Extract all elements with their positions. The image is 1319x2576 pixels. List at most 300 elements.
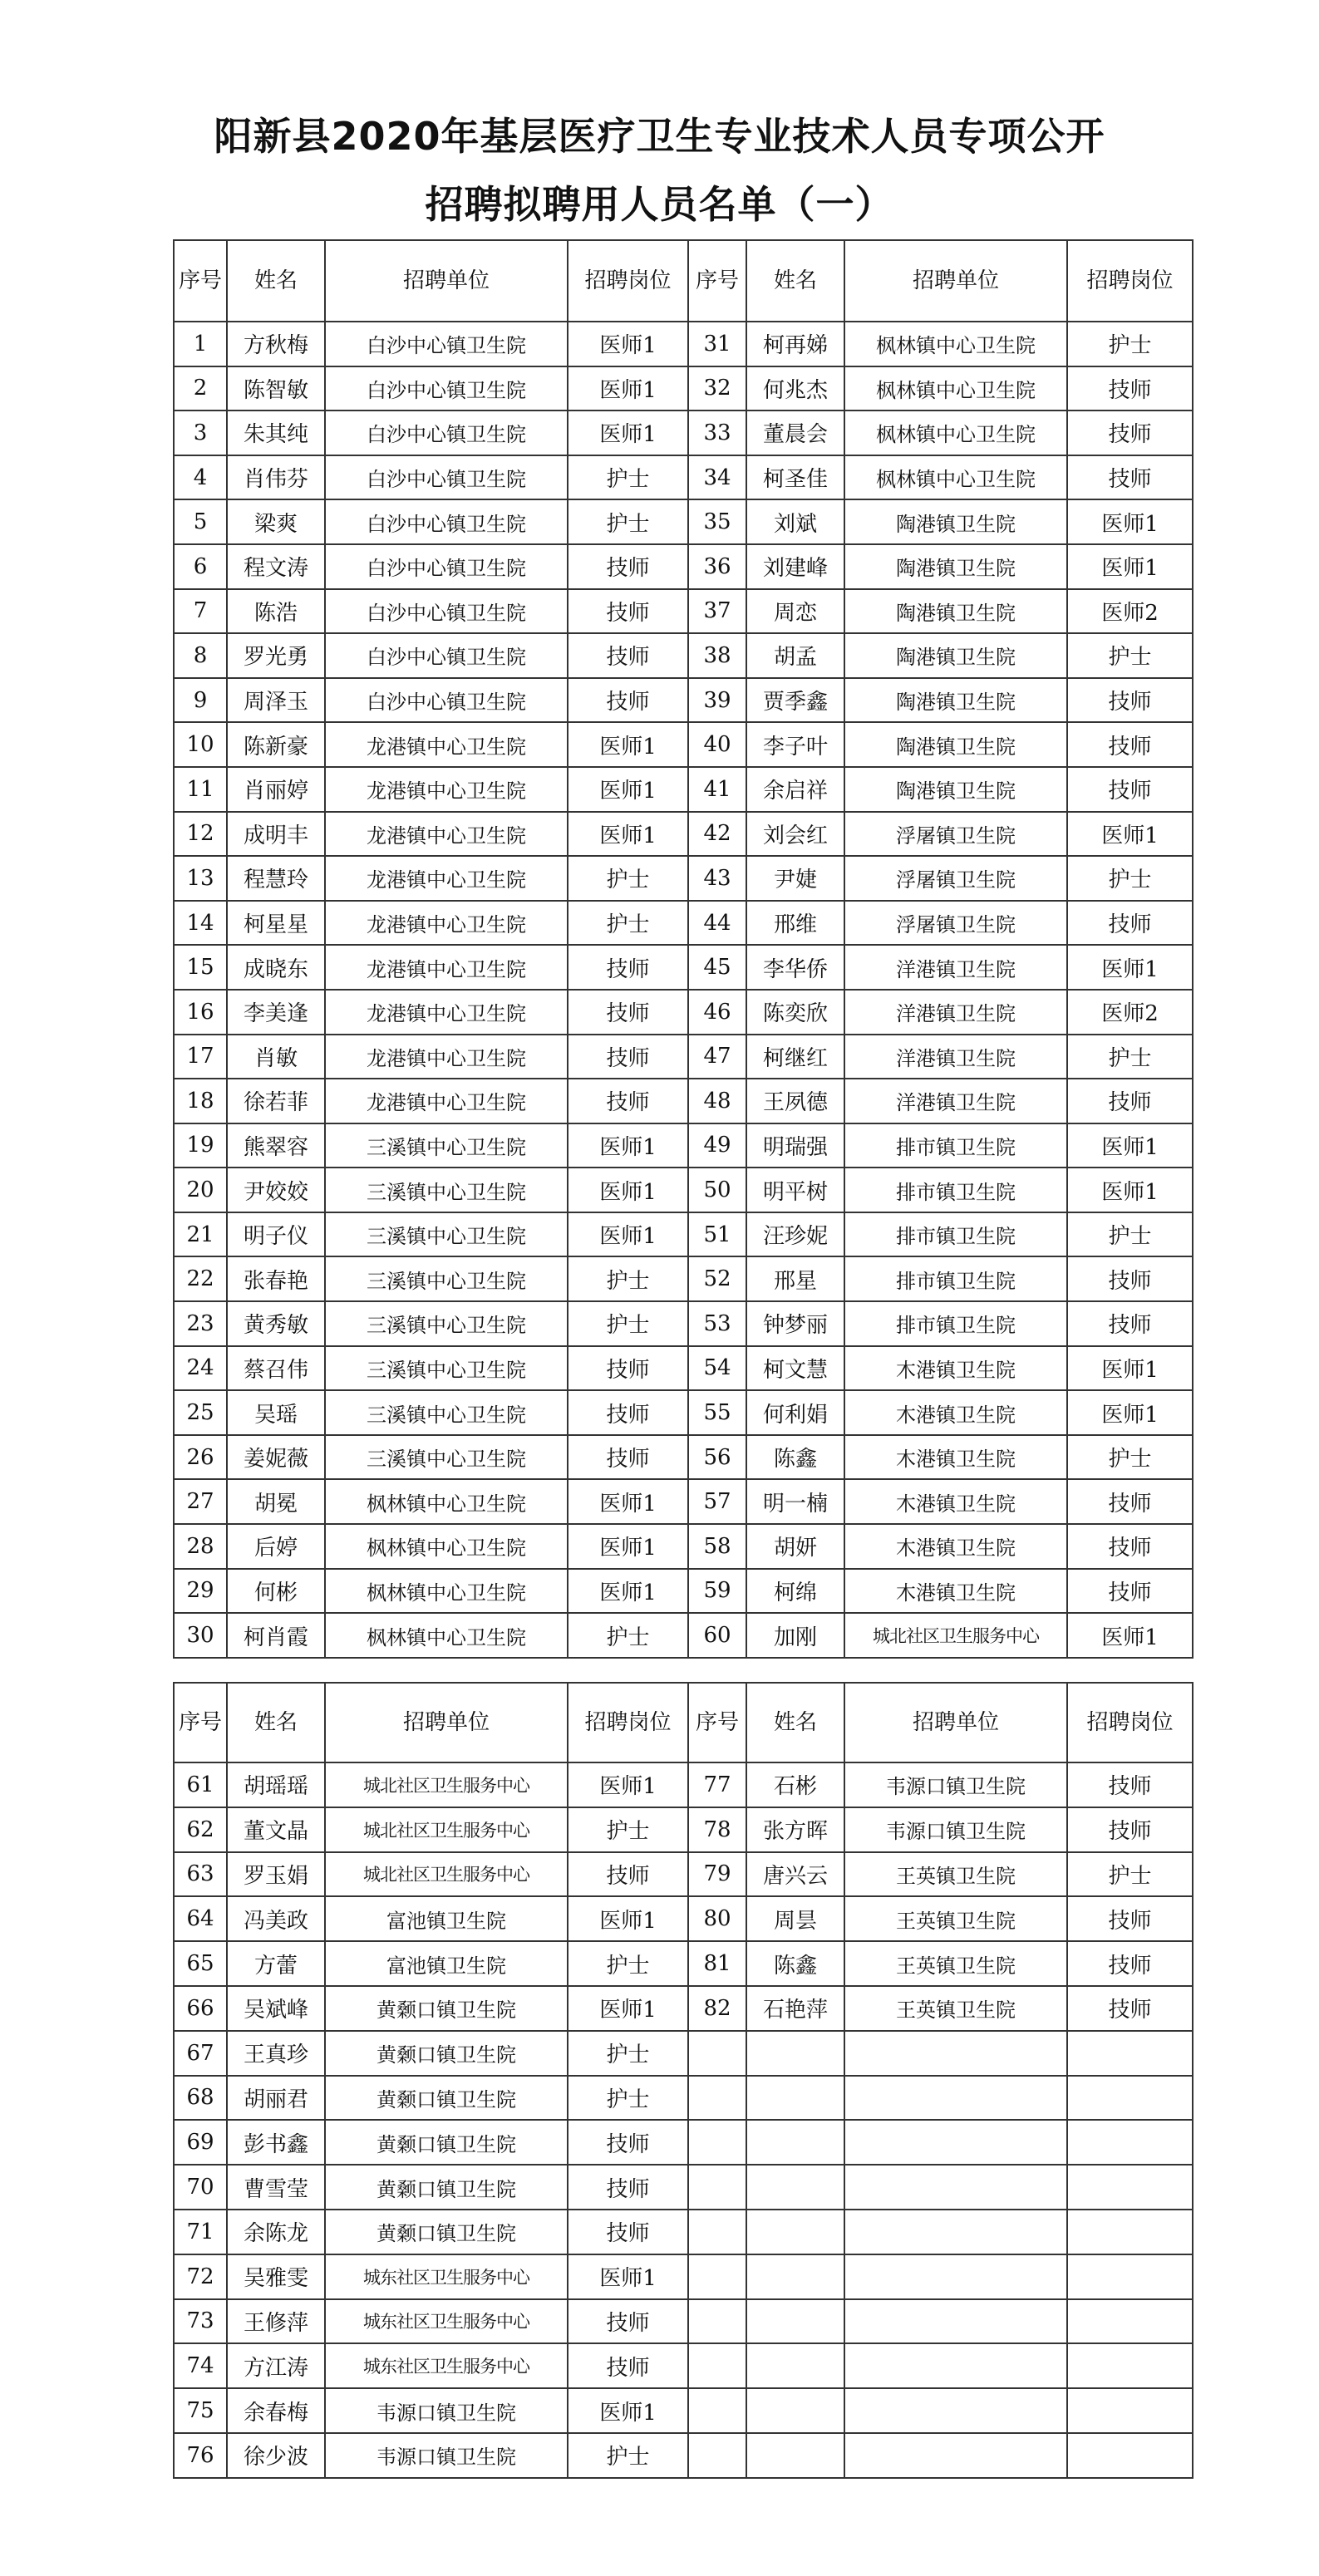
cell-post: [1067, 2388, 1193, 2433]
cell-unit: 城北社区卫生服务中心: [844, 1613, 1067, 1658]
cell-post: 技师: [1067, 678, 1193, 723]
cell-seq: 39: [688, 678, 746, 723]
cell-post: 医师1: [1067, 499, 1193, 544]
cell-name: 周昙: [746, 1896, 844, 1941]
cell-seq: 15: [174, 945, 227, 990]
table-row: [174, 1762, 1193, 1807]
cell-post: 医师1: [568, 1569, 688, 1614]
cell-name: 冯美政: [227, 1896, 325, 1941]
table-row: [174, 1301, 1193, 1346]
cell-unit: 韦源口镇卫生院: [844, 1762, 1067, 1807]
cell-name: 陈智敏: [227, 366, 325, 411]
cell-seq: 81: [688, 1941, 746, 1986]
cell-unit: 三溪镇中心卫生院: [325, 1256, 568, 1301]
cell-seq: 82: [688, 1986, 746, 2031]
cell-seq: [688, 2031, 746, 2076]
cell-unit: 龙港镇中心卫生院: [325, 812, 568, 857]
cell-post: 技师: [1067, 1986, 1193, 2031]
cell-seq: 18: [174, 1079, 227, 1123]
cell-post: 医师1: [568, 1123, 688, 1168]
table-row: [174, 1256, 1193, 1301]
cell-seq: 22: [174, 1256, 227, 1301]
cell-unit: 白沙中心镇卫生院: [325, 366, 568, 411]
cell-seq: 11: [174, 767, 227, 812]
cell-seq: 66: [174, 1986, 227, 2031]
cell-unit: 排市镇卫生院: [844, 1256, 1067, 1301]
cell-unit: 龙港镇中心卫生院: [325, 1035, 568, 1079]
cell-post: 护士: [568, 1301, 688, 1346]
cell-seq: 70: [174, 2165, 227, 2210]
table-header-row: [174, 1683, 1193, 1762]
cell-name: 梁爽: [227, 499, 325, 544]
cell-unit: 浮屠镇卫生院: [844, 901, 1067, 946]
cell-post: 护士: [568, 455, 688, 500]
table-row: [174, 945, 1193, 990]
cell-post: 医师2: [1067, 990, 1193, 1035]
cell-name: 柯继红: [746, 1035, 844, 1079]
cell-name: 汪珍妮: [746, 1212, 844, 1257]
cell-post: 医师1: [1067, 945, 1193, 990]
table-row: [174, 2076, 1193, 2121]
cell-unit: 黄颡口镇卫生院: [325, 2120, 568, 2165]
cell-seq: 59: [688, 1569, 746, 1614]
cell-unit: 枫林镇中心卫生院: [844, 410, 1067, 455]
cell-unit: [844, 2433, 1067, 2478]
cell-unit: 枫林镇中心卫生院: [844, 366, 1067, 411]
cell-unit: 白沙中心镇卫生院: [325, 589, 568, 634]
cell-name: 钟梦丽: [746, 1301, 844, 1346]
header-name: 姓名: [227, 1683, 325, 1762]
table-row: [174, 410, 1193, 455]
table-row: [174, 1435, 1193, 1480]
cell-name: 柯肖霞: [227, 1613, 325, 1658]
cell-unit: 三溪镇中心卫生院: [325, 1435, 568, 1480]
cell-seq: 12: [174, 812, 227, 857]
cell-seq: 62: [174, 1807, 227, 1852]
cell-name: 陈浩: [227, 589, 325, 634]
cell-name: 罗光勇: [227, 633, 325, 678]
cell-name: 成晓东: [227, 945, 325, 990]
cell-unit: 龙港镇中心卫生院: [325, 856, 568, 901]
cell-name: 唐兴云: [746, 1852, 844, 1897]
cell-unit: 白沙中心镇卫生院: [325, 499, 568, 544]
cell-seq: 47: [688, 1035, 746, 1079]
cell-unit: 三溪镇中心卫生院: [325, 1123, 568, 1168]
cell-post: 医师1: [568, 2388, 688, 2433]
cell-name: 方蕾: [227, 1941, 325, 1986]
cell-post: 技师: [1067, 1896, 1193, 1941]
cell-name: [746, 2165, 844, 2210]
cell-seq: 26: [174, 1435, 227, 1480]
table-header-row: [174, 240, 1193, 322]
table-row: [174, 1986, 1193, 2031]
cell-name: 柯绵: [746, 1569, 844, 1614]
cell-name: [746, 2120, 844, 2165]
cell-unit: [844, 2165, 1067, 2210]
header-seq: 序号: [174, 1683, 227, 1762]
cell-name: 周恋: [746, 589, 844, 634]
cell-seq: 5: [174, 499, 227, 544]
table-row: [174, 2343, 1193, 2388]
cell-post: 技师: [1067, 1524, 1193, 1569]
table-row: [174, 1079, 1193, 1123]
cell-name: [746, 2343, 844, 2388]
cell-name: 罗玉娟: [227, 1852, 325, 1897]
cell-post: 技师: [1067, 455, 1193, 500]
cell-seq: 19: [174, 1123, 227, 1168]
cell-post: [1067, 2299, 1193, 2344]
cell-name: 胡瑶瑶: [227, 1762, 325, 1807]
cell-seq: [688, 2388, 746, 2433]
cell-unit: 城北社区卫生服务中心: [325, 1762, 568, 1807]
cell-seq: 41: [688, 767, 746, 812]
cell-name: 余启祥: [746, 767, 844, 812]
cell-unit: 三溪镇中心卫生院: [325, 1390, 568, 1435]
cell-post: 护士: [1067, 1035, 1193, 1079]
cell-post: 医师2: [1067, 589, 1193, 634]
cell-post: 医师1: [1067, 1168, 1193, 1212]
cell-name: 何兆杰: [746, 366, 844, 411]
cell-seq: 54: [688, 1346, 746, 1391]
cell-name: 徐少波: [227, 2433, 325, 2478]
cell-name: 柯文慧: [746, 1346, 844, 1391]
cell-unit: 枫林镇中心卫生院: [325, 1613, 568, 1658]
cell-name: 王真珍: [227, 2031, 325, 2076]
cell-seq: 28: [174, 1524, 227, 1569]
table-row: [174, 2299, 1193, 2344]
table-row: [174, 856, 1193, 901]
cell-post: 技师: [568, 2165, 688, 2210]
table-body: [174, 322, 1193, 1658]
cell-name: 董晨会: [746, 410, 844, 455]
cell-name: 肖伟芬: [227, 455, 325, 500]
table-row: [174, 544, 1193, 589]
cell-name: 曹雪莹: [227, 2165, 325, 2210]
cell-post: 医师1: [568, 1524, 688, 1569]
cell-seq: 64: [174, 1896, 227, 1941]
cell-name: 肖丽婷: [227, 767, 325, 812]
cell-seq: [688, 2076, 746, 2121]
cell-post: 医师1: [568, 1762, 688, 1807]
cell-post: 技师: [568, 589, 688, 634]
cell-post: 护士: [568, 1941, 688, 1986]
cell-unit: 王英镇卫生院: [844, 1896, 1067, 1941]
cell-post: 技师: [1067, 1807, 1193, 1852]
cell-post: 医师1: [1067, 1613, 1193, 1658]
cell-post: 技师: [568, 1435, 688, 1480]
cell-unit: 黄颡口镇卫生院: [325, 2076, 568, 2121]
cell-post: 医师1: [1067, 544, 1193, 589]
cell-post: 医师1: [568, 722, 688, 767]
cell-seq: [688, 2343, 746, 2388]
table-row: [174, 1168, 1193, 1212]
cell-seq: [688, 2433, 746, 2478]
cell-unit: 白沙中心镇卫生院: [325, 633, 568, 678]
cell-seq: 13: [174, 856, 227, 901]
cell-name: 吴瑶: [227, 1390, 325, 1435]
cell-post: 技师: [1067, 1941, 1193, 1986]
table-row: [174, 589, 1193, 634]
table-body: [174, 1762, 1193, 2478]
table-row: [174, 1390, 1193, 1435]
cell-name: 吴斌峰: [227, 1986, 325, 2031]
cell-seq: 80: [688, 1896, 746, 1941]
table-row: [174, 1807, 1193, 1852]
cell-seq: 52: [688, 1256, 746, 1301]
cell-name: 王修萍: [227, 2299, 325, 2344]
cell-unit: 陶港镇卫生院: [844, 499, 1067, 544]
table-row: [174, 767, 1193, 812]
cell-post: 护士: [568, 499, 688, 544]
cell-seq: 20: [174, 1168, 227, 1212]
cell-post: 技师: [568, 1852, 688, 1897]
cell-post: 医师1: [568, 322, 688, 366]
cell-unit: 枫林镇中心卫生院: [844, 455, 1067, 500]
cell-post: 技师: [1067, 366, 1193, 411]
cell-unit: 王英镇卫生院: [844, 1941, 1067, 1986]
cell-seq: 33: [688, 410, 746, 455]
cell-name: [746, 2299, 844, 2344]
cell-unit: [844, 2076, 1067, 2121]
cell-name: 陈鑫: [746, 1941, 844, 1986]
cell-seq: 48: [688, 1079, 746, 1123]
cell-name: 明平树: [746, 1168, 844, 1212]
cell-post: 护士: [568, 1613, 688, 1658]
cell-post: [1067, 2433, 1193, 2478]
cell-post: 技师: [568, 945, 688, 990]
cell-unit: [844, 2031, 1067, 2076]
cell-seq: [688, 2299, 746, 2344]
cell-seq: 32: [688, 366, 746, 411]
cell-name: 方江涛: [227, 2343, 325, 2388]
cell-seq: 23: [174, 1301, 227, 1346]
cell-post: 技师: [568, 1346, 688, 1391]
cell-seq: 65: [174, 1941, 227, 1986]
cell-seq: 36: [688, 544, 746, 589]
cell-post: 技师: [568, 678, 688, 723]
cell-post: 技师: [568, 2210, 688, 2254]
cell-name: 陈鑫: [746, 1435, 844, 1480]
header-name: 姓名: [746, 240, 844, 322]
cell-name: 陈奕欣: [746, 990, 844, 1035]
cell-unit: 陶港镇卫生院: [844, 544, 1067, 589]
cell-post: 医师1: [1067, 1390, 1193, 1435]
cell-post: 技师: [1067, 767, 1193, 812]
cell-unit: 洋港镇卫生院: [844, 945, 1067, 990]
cell-unit: 枫林镇中心卫生院: [325, 1524, 568, 1569]
cell-seq: 46: [688, 990, 746, 1035]
cell-name: 董文晶: [227, 1807, 325, 1852]
cell-post: [1067, 2120, 1193, 2165]
cell-post: 医师1: [568, 767, 688, 812]
cell-seq: [688, 2120, 746, 2165]
cell-name: 蔡召伟: [227, 1346, 325, 1391]
table-row: [174, 2210, 1193, 2254]
header-name: 姓名: [746, 1683, 844, 1762]
cell-name: 邢星: [746, 1256, 844, 1301]
header-name: 姓名: [227, 240, 325, 322]
cell-seq: 7: [174, 589, 227, 634]
cell-name: [746, 2031, 844, 2076]
cell-name: 胡妍: [746, 1524, 844, 1569]
cell-post: 医师1: [1067, 1123, 1193, 1168]
cell-post: 技师: [1067, 722, 1193, 767]
cell-post: 医师1: [568, 1168, 688, 1212]
cell-unit: 排市镇卫生院: [844, 1123, 1067, 1168]
roster-table-2: [173, 1682, 1193, 2479]
table-row: [174, 678, 1193, 723]
cell-name: 方秋梅: [227, 322, 325, 366]
cell-post: 技师: [568, 2120, 688, 2165]
table-row: [174, 2388, 1193, 2433]
cell-unit: 排市镇卫生院: [844, 1301, 1067, 1346]
cell-unit: [844, 2299, 1067, 2344]
cell-name: 明一楠: [746, 1479, 844, 1524]
table-row: [174, 1941, 1193, 1986]
table-row: [174, 366, 1193, 411]
cell-name: 胡丽君: [227, 2076, 325, 2121]
cell-unit: 龙港镇中心卫生院: [325, 901, 568, 946]
cell-seq: 61: [174, 1762, 227, 1807]
cell-name: 周泽玉: [227, 678, 325, 723]
table-row: [174, 1524, 1193, 1569]
cell-post: 技师: [568, 1390, 688, 1435]
cell-name: 明子仪: [227, 1212, 325, 1257]
cell-post: 技师: [568, 2343, 688, 2388]
table-row: [174, 812, 1193, 857]
cell-name: 成明丰: [227, 812, 325, 857]
cell-post: 技师: [1067, 1256, 1193, 1301]
table-row: [174, 1852, 1193, 1897]
cell-unit: [844, 2388, 1067, 2433]
cell-unit: 木港镇卫生院: [844, 1390, 1067, 1435]
cell-post: 技师: [1067, 1762, 1193, 1807]
cell-post: 技师: [1067, 1479, 1193, 1524]
cell-seq: 60: [688, 1613, 746, 1658]
header-unit: 招聘单位: [325, 1683, 568, 1762]
cell-post: 医师1: [568, 2254, 688, 2299]
cell-name: [746, 2388, 844, 2433]
cell-name: [746, 2210, 844, 2254]
cell-post: 医师1: [568, 1212, 688, 1257]
table-row: [174, 2120, 1193, 2165]
cell-post: 护士: [568, 1256, 688, 1301]
cell-name: 胡孟: [746, 633, 844, 678]
cell-unit: 排市镇卫生院: [844, 1212, 1067, 1257]
cell-seq: 34: [688, 455, 746, 500]
cell-seq: 45: [688, 945, 746, 990]
table-row: [174, 1346, 1193, 1391]
cell-seq: 31: [688, 322, 746, 366]
cell-unit: 浮屠镇卫生院: [844, 856, 1067, 901]
cell-unit: 木港镇卫生院: [844, 1479, 1067, 1524]
cell-unit: 木港镇卫生院: [844, 1524, 1067, 1569]
cell-post: 护士: [568, 2031, 688, 2076]
table-row: [174, 1212, 1193, 1257]
table-row: [174, 722, 1193, 767]
cell-unit: 洋港镇卫生院: [844, 1035, 1067, 1079]
cell-unit: 韦源口镇卫生院: [325, 2388, 568, 2433]
cell-name: 明瑞强: [746, 1123, 844, 1168]
cell-unit: 陶港镇卫生院: [844, 589, 1067, 634]
cell-unit: 陶港镇卫生院: [844, 722, 1067, 767]
cell-name: 吴雅雯: [227, 2254, 325, 2299]
cell-seq: 79: [688, 1852, 746, 1897]
cell-name: 王夙德: [746, 1079, 844, 1123]
cell-seq: 10: [174, 722, 227, 767]
cell-seq: 6: [174, 544, 227, 589]
cell-seq: [688, 2165, 746, 2210]
cell-seq: 67: [174, 2031, 227, 2076]
cell-unit: 枫林镇中心卫生院: [325, 1569, 568, 1614]
cell-seq: 63: [174, 1852, 227, 1897]
cell-seq: 38: [688, 633, 746, 678]
cell-post: 护士: [1067, 633, 1193, 678]
cell-seq: 14: [174, 901, 227, 946]
cell-post: 护士: [1067, 322, 1193, 366]
cell-name: 石艳萍: [746, 1986, 844, 2031]
cell-name: 胡冕: [227, 1479, 325, 1524]
table-row: [174, 499, 1193, 544]
cell-unit: 陶港镇卫生院: [844, 678, 1067, 723]
cell-post: 医师1: [1067, 1346, 1193, 1391]
cell-unit: 三溪镇中心卫生院: [325, 1212, 568, 1257]
cell-unit: 枫林镇中心卫生院: [325, 1479, 568, 1524]
cell-seq: 71: [174, 2210, 227, 2254]
cell-name: 尹婕: [746, 856, 844, 901]
cell-post: 医师1: [568, 1896, 688, 1941]
cell-post: 技师: [1067, 1079, 1193, 1123]
cell-name: 邢维: [746, 901, 844, 946]
cell-name: [746, 2433, 844, 2478]
cell-unit: 木港镇卫生院: [844, 1346, 1067, 1391]
cell-name: 熊翠容: [227, 1123, 325, 1168]
cell-post: 医师1: [568, 366, 688, 411]
cell-name: 柯再娣: [746, 322, 844, 366]
cell-name: 尹姣姣: [227, 1168, 325, 1212]
cell-seq: 17: [174, 1035, 227, 1079]
cell-unit: 白沙中心镇卫生院: [325, 322, 568, 366]
cell-post: 技师: [568, 990, 688, 1035]
cell-post: 技师: [568, 633, 688, 678]
cell-unit: [844, 2254, 1067, 2299]
cell-post: [1067, 2343, 1193, 2388]
cell-seq: 2: [174, 366, 227, 411]
cell-seq: 30: [174, 1613, 227, 1658]
cell-name: 柯星星: [227, 901, 325, 946]
cell-seq: 68: [174, 2076, 227, 2121]
header-seq: 序号: [688, 240, 746, 322]
cell-unit: 龙港镇中心卫生院: [325, 990, 568, 1035]
cell-post: 护士: [568, 856, 688, 901]
cell-name: 柯圣佳: [746, 455, 844, 500]
cell-unit: 王英镇卫生院: [844, 1852, 1067, 1897]
cell-unit: 城东社区卫生服务中心: [325, 2299, 568, 2344]
cell-seq: 8: [174, 633, 227, 678]
cell-name: 刘建峰: [746, 544, 844, 589]
cell-post: 技师: [568, 1035, 688, 1079]
header-post: 招聘岗位: [1067, 1683, 1193, 1762]
cell-seq: 73: [174, 2299, 227, 2344]
table-row: [174, 1896, 1193, 1941]
cell-seq: 43: [688, 856, 746, 901]
cell-post: 护士: [1067, 1435, 1193, 1480]
cell-unit: 三溪镇中心卫生院: [325, 1346, 568, 1391]
cell-seq: 1: [174, 322, 227, 366]
cell-seq: 57: [688, 1479, 746, 1524]
cell-name: 程慧玲: [227, 856, 325, 901]
cell-unit: 木港镇卫生院: [844, 1435, 1067, 1480]
